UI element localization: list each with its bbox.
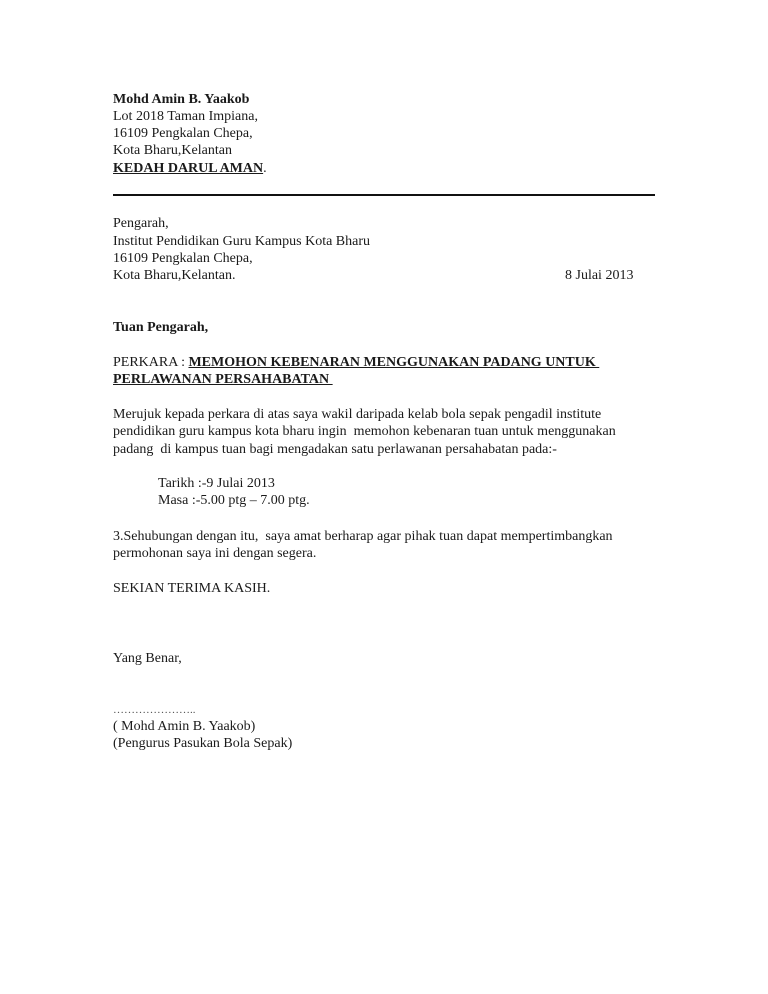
letter-date: 8 Julai 2013	[565, 268, 634, 283]
sender-state-suffix: .	[263, 161, 267, 176]
sender-address-line2: 16109 Pengkalan Chepa,	[113, 126, 253, 141]
sender-state-line	[113, 160, 267, 177]
event-date: Tarikh :-9 Julai 2013	[158, 476, 275, 491]
sender-address-line3: Kota Bharu,Kelantan	[113, 143, 232, 158]
signer-position: (Pengurus Pasukan Bola Sepak)	[113, 736, 293, 751]
body-para1-line3: padang di kampus tuan bagi mengadakan satu perlawanan persahabatan pada:-	[113, 442, 557, 457]
header-divider	[113, 194, 655, 196]
body-para3-line1: 3.Sehubungan dengan itu, saya amat berharap agar pihak tuan dapat mempertimbangkan	[113, 529, 613, 544]
subject-label: PERKARA :	[113, 355, 189, 370]
subject-line1	[113, 354, 599, 371]
event-time: Masa :-5.00 ptg – 7.00 ptg.	[158, 493, 310, 508]
subject-text-line1: MEMOHON KEBENARAN MENGGUNAKAN PADANG UNTUK	[188, 355, 600, 370]
recipient-institution: Institut Pendidikan Guru Kampus Kota Bharu	[113, 234, 371, 249]
body-para3-line2: permohonan saya ini dengan segera.	[113, 546, 317, 561]
closing-thanks: SEKIAN TERIMA KASIH.	[113, 581, 271, 596]
sender-name: Mohd Amin B. Yaakob	[113, 92, 250, 107]
body-para1-line2: pendidikan guru kampus kota bharu ingin memohon kebenaran tuan untuk menggunakan	[113, 424, 616, 439]
body-para1-line1: Merujuk kepada perkara di atas saya wakil daripada kelab bola sepak pengadil institute	[113, 407, 602, 422]
salutation: Tuan Pengarah,	[113, 320, 209, 335]
closing-yours: Yang Benar,	[113, 651, 182, 666]
signature-line: …………………..	[113, 704, 196, 716]
recipient-address-line1: 16109 Pengkalan Chepa,	[113, 251, 253, 266]
recipient-title: Pengarah,	[113, 216, 169, 231]
recipient-address-line2: Kota Bharu,Kelantan.	[113, 268, 236, 283]
sender-address-line1: Lot 2018 Taman Impiana,	[113, 109, 258, 124]
signer-name: ( Mohd Amin B. Yaakob)	[113, 719, 256, 734]
sender-state: KEDAH DARUL AMAN	[113, 161, 264, 176]
subject-text-line2: PERLAWANAN PERSAHABATAN	[113, 372, 333, 387]
